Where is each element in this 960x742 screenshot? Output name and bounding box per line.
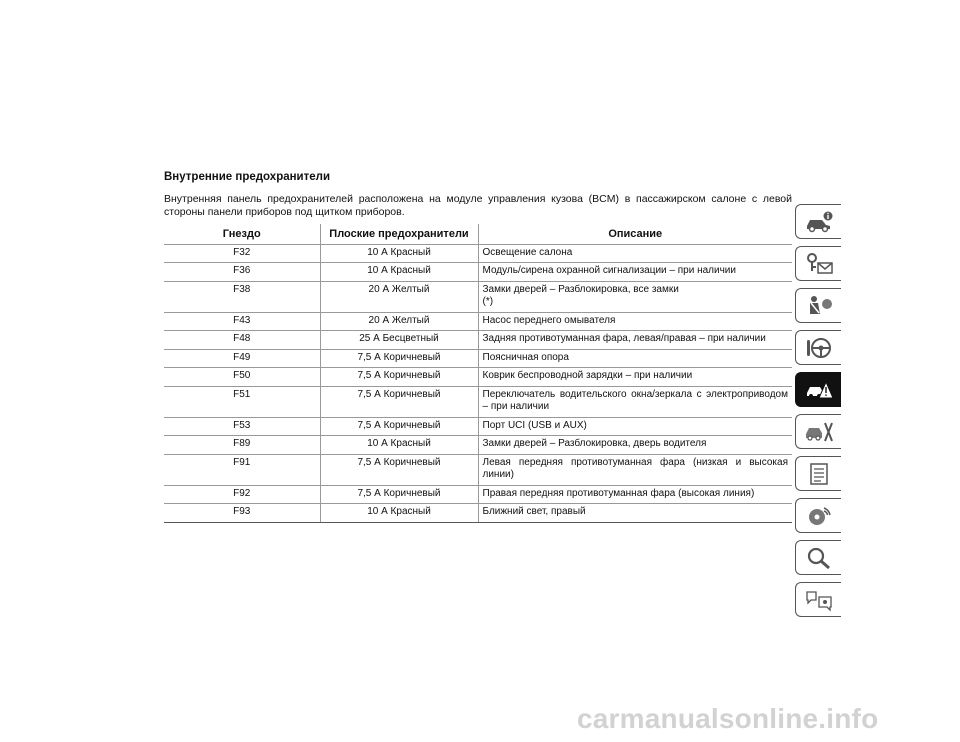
chapter-tab-car-info[interactable]: [795, 204, 841, 239]
car-info-icon: [804, 210, 834, 234]
table-row: [164, 436, 792, 455]
description-cell: Коврик беспроводной зарядки – при наличии: [478, 368, 792, 387]
table-row: [164, 312, 792, 331]
table-row: [164, 485, 792, 504]
description-cell: [478, 281, 792, 312]
description-cell: Освещение салона: [478, 244, 792, 263]
slot-cell: F32: [164, 244, 320, 263]
steering-wheel-icon: [804, 336, 834, 360]
chapter-tab-multimedia[interactable]: [795, 498, 841, 533]
chapter-tab-safety[interactable]: [795, 288, 841, 323]
description-note: (*): [482, 296, 494, 307]
fuse-cell: 7,5 А Коричневый: [320, 386, 478, 417]
table-row: [164, 368, 792, 387]
slot-cell: F51: [164, 386, 320, 417]
header-slot: Гнездо: [164, 224, 320, 244]
fuse-cell: 25 А Бесцветный: [320, 331, 478, 350]
table-row: [164, 281, 792, 312]
multimedia-icon: [804, 504, 834, 528]
description-line: Замки дверей – Разблокировка, все замки: [482, 283, 679, 295]
airbag-seatbelt-icon: [804, 294, 834, 318]
fuse-cell: 10 А Красный: [320, 436, 478, 455]
slot-cell: F53: [164, 417, 320, 436]
slot-cell: F48: [164, 331, 320, 350]
magnifier-icon: [804, 546, 834, 570]
fuse-table: [164, 224, 792, 523]
header-fuse: Плоские предохранители: [320, 224, 478, 244]
chapter-tab-languages[interactable]: [795, 582, 841, 617]
table-row: [164, 331, 792, 350]
fuse-cell: 10 А Красный: [320, 244, 478, 263]
header-description: Описание: [478, 224, 792, 244]
section-intro: Внутренняя панель предохранителей расположена на модуле управления кузова (BCM) в пассажирском салоне с левой стороны панели приборов под щитком приборов.: [164, 193, 792, 218]
fuse-cell: 7,5 А Коричневый: [320, 417, 478, 436]
chapter-tab-specs[interactable]: [795, 456, 841, 491]
table-row: [164, 417, 792, 436]
slot-cell: F93: [164, 504, 320, 523]
chapter-tab-service[interactable]: [795, 414, 841, 449]
fuse-cell: 10 А Красный: [320, 263, 478, 282]
languages-icon: [804, 588, 834, 612]
chapter-tabs: [795, 204, 842, 624]
description-cell: Поясничная опора: [478, 349, 792, 368]
car-warning-icon: [804, 378, 834, 402]
car-service-tools-icon: [804, 420, 834, 444]
slot-cell: F36: [164, 263, 320, 282]
description-cell: Модуль/сирена охранной сигнализации – при наличии: [478, 263, 792, 282]
slot-cell: F43: [164, 312, 320, 331]
description-cell: Насос переднего омывателя: [478, 312, 792, 331]
slot-cell: F89: [164, 436, 320, 455]
description-cell: Левая передняя противотуманная фара (низкая и высокая линии): [478, 454, 792, 485]
chapter-tab-driving[interactable]: [795, 330, 841, 365]
description-cell: Ближний свет, правый: [478, 504, 792, 523]
section-heading: Внутренние предохранители: [164, 171, 331, 183]
slot-cell: F50: [164, 368, 320, 387]
table-row: [164, 504, 792, 523]
fuse-cell: 20 А Желтый: [320, 312, 478, 331]
chapter-tab-index[interactable]: [795, 540, 841, 575]
table-row: [164, 244, 792, 263]
slot-cell: F91: [164, 454, 320, 485]
description-cell: Задняя противотуманная фара, левая/правая – при наличии: [478, 331, 792, 350]
fuse-cell: 7,5 А Коричневый: [320, 349, 478, 368]
slot-cell: F38: [164, 281, 320, 312]
fuse-cell: 10 А Красный: [320, 504, 478, 523]
watermark: carmanualsonline.info: [577, 703, 879, 734]
table-row: [164, 386, 792, 417]
table-row: [164, 263, 792, 282]
table-header-row: [164, 224, 792, 244]
slot-cell: F92: [164, 485, 320, 504]
table-row: [164, 349, 792, 368]
chapter-tab-keys[interactable]: [795, 246, 841, 281]
checklist-icon: [804, 462, 834, 486]
table-row: [164, 454, 792, 485]
fuse-cell: 7,5 А Коричневый: [320, 368, 478, 387]
chapter-tab-emergency[interactable]: [795, 372, 841, 407]
car-key-envelope-icon: [804, 252, 834, 276]
fuse-cell: 20 А Желтый: [320, 281, 478, 312]
description-cell: Замки дверей – Разблокировка, дверь водителя: [478, 436, 792, 455]
fuse-cell: 7,5 А Коричневый: [320, 485, 478, 504]
description-cell: Переключатель водительского окна/зеркала с электроприводом – при наличии: [478, 386, 792, 417]
fuse-cell: 7,5 А Коричневый: [320, 454, 478, 485]
description-cell: Порт UCI (USB и AUX): [478, 417, 792, 436]
description-cell: Правая передняя противотуманная фара (высокая линия): [478, 485, 792, 504]
slot-cell: F49: [164, 349, 320, 368]
